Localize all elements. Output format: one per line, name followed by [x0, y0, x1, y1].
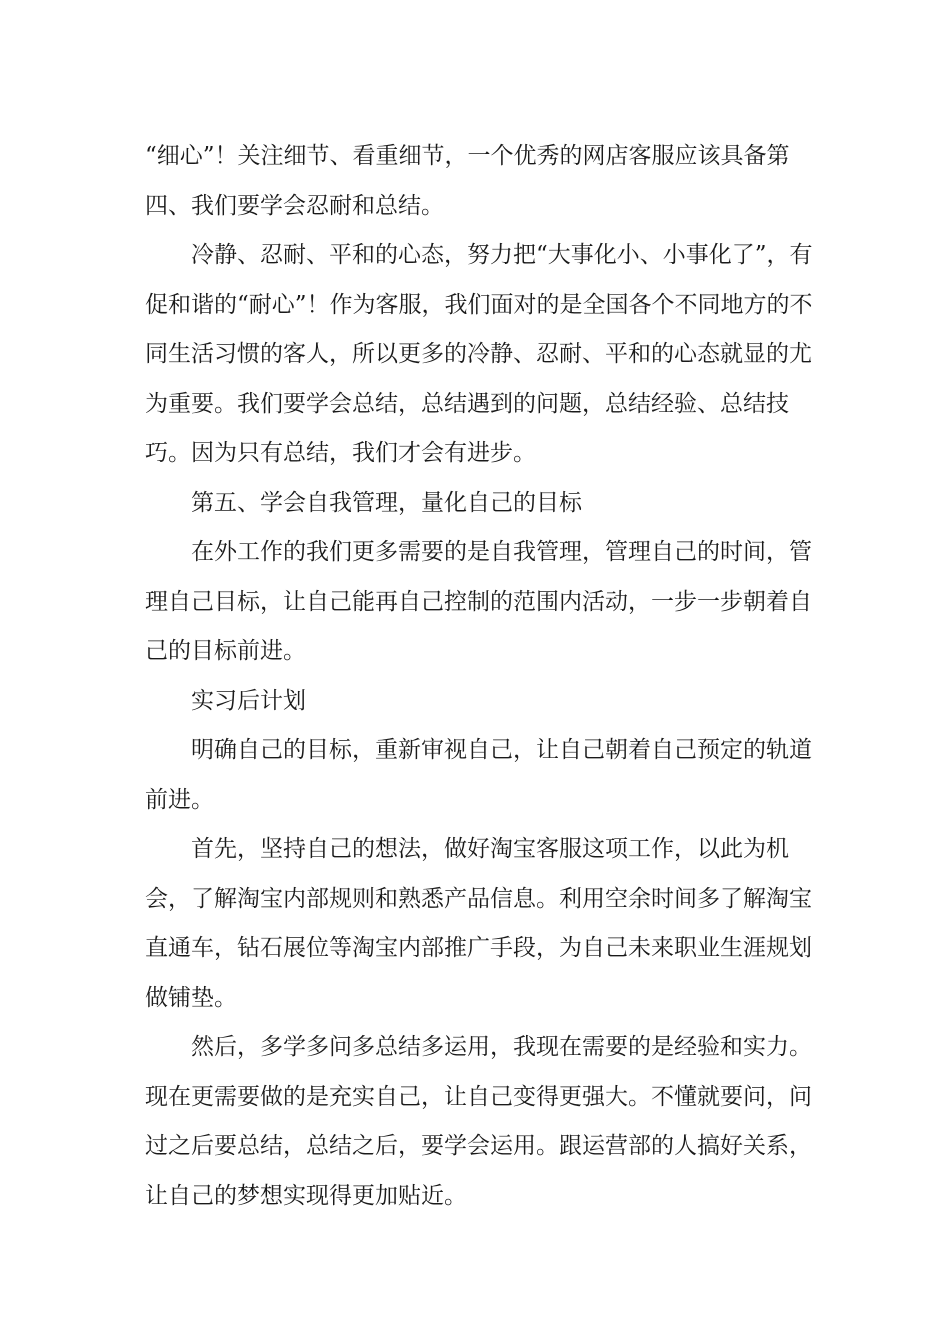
paragraph-4: 明确自己的目标，重新审视自己，让自己朝着自己预定的轨道前进。: [145, 737, 812, 813]
document-body: [145, 132, 815, 1221]
paragraph-6: 然后，多学多问多总结多运用，我现在需要的是经验和实力。现在更需要做的是充实自己，让自己变得更强大。不懂就要问，问过之后要总结，总结之后，要学会运用。跟运营部的人搞好关系，让自己的梦想实现得更加贴近。: [145, 1034, 812, 1209]
paragraph-3: 在外工作的我们更多需要的是自我管理，管理自己的时间，管理自己目标，让自己能再自己控制的范围内活动，一步一步朝着自己的目标前进。: [145, 539, 812, 664]
paragraph-5: 首先，坚持自己的想法，做好淘宝客服这项工作，以此为机会，了解淘宝内部规则和熟悉产品信息。利用空余时间多了解淘宝直通车，钻石展位等淘宝内部推广手段，为自己未来职业生涯规划做铺垫。: [145, 836, 812, 1011]
paragraph-2: 冷静、忍耐、平和的心态，努力把“大事化小、小事化了”，有促和谐的“耐心”！作为客服，我们面对的是全国各个不同地方的不同生活习惯的客人，所以更多的冷静、忍耐、平和的心态就显的尤为重要。我们要学会总结，总结遇到的问题，总结经验、总结技巧。因为只有总结，我们才会有进步。: [145, 242, 813, 466]
section-heading-5: 第五、学会自我管理，量化自己的目标: [191, 489, 582, 516]
paragraph-1: “细心”！关注细节、看重细节，一个优秀的网店客服应该具备第四、我们要学会忍耐和总结。: [145, 143, 790, 219]
section-heading-plan: 实习后计划: [191, 687, 306, 714]
